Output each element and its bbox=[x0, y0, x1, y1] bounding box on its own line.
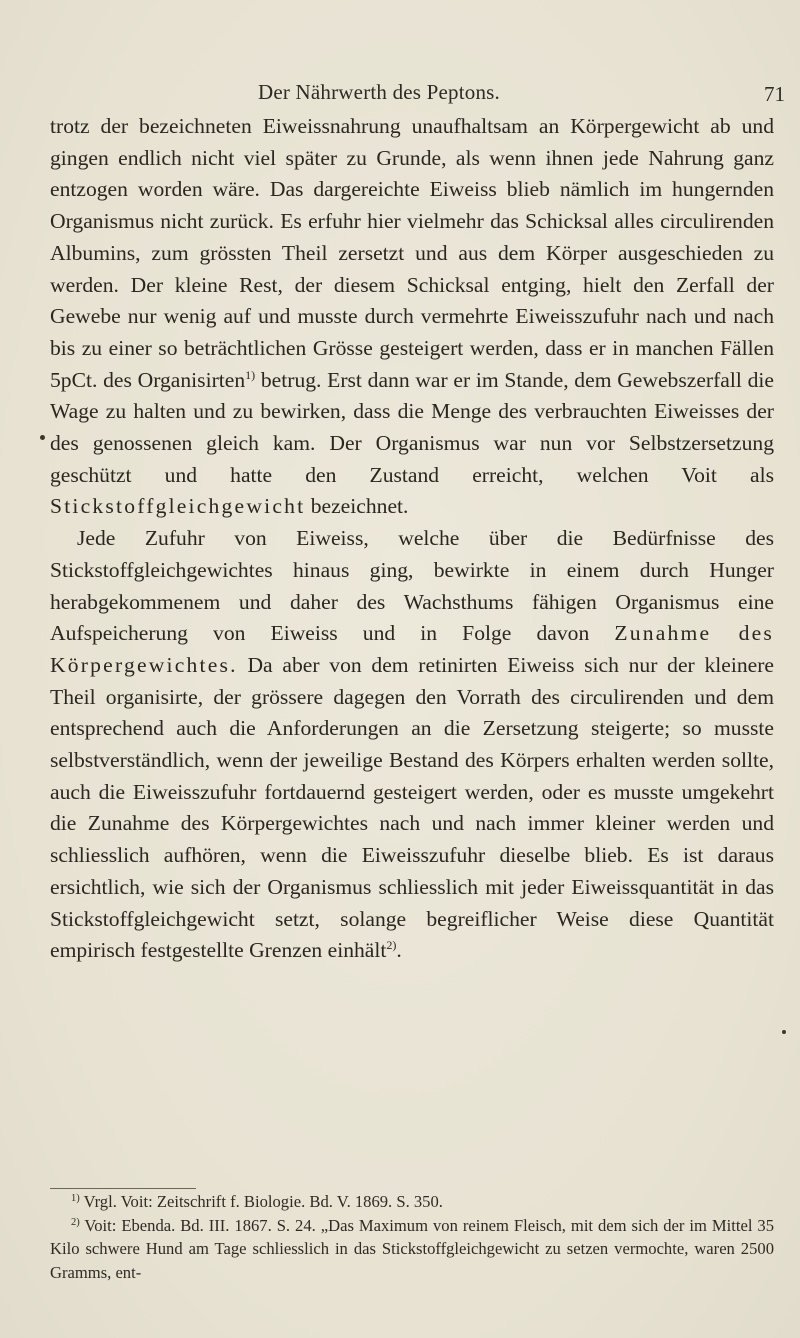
paragraph-2-text-a: Jede Zufuhr von Eiweiss, welche über die Bedürfnisse des Stickstoffgleichgewichtes hinaus ging, bewirkte in einem durch Hunger herabgekommenem und daher des Wachsthums fähigen Organismus eine Aufspeicherung von Eiweiss und in Folge davon bbox=[50, 526, 774, 646]
footnote-1-text: Vrgl. Voit: Zeitschrift f. Biologie. Bd. V. 1869. S. 350. bbox=[79, 1192, 443, 1211]
paragraph-2 bbox=[50, 523, 774, 967]
paragraph-1-text-a: trotz der bezeichneten Eiweissnahrung unaufhaltsam an Körpergewicht ab und gingen endlich nicht viel später zu Grunde, als wenn ihnen jede Nahrung ganz entzogen worden wäre. Das dargereichte Eiweiss blieb nämlich im hungernden Organismus nicht zurück. Es erfuhr hier vielmehr das Schicksal alles circulirenden Albumins, zum grössten Theil zersetzt und aus dem Körper ausgeschieden zu werden. Der kleine Rest, der diesem Schicksal entging, hielt den Zerfall der Gewebe nur wenig auf und musste durch vermehrte Eiweisszufuhr nach und nach bis zu einer so beträchtlichen Grösse gesteigert werden, dass er in manchen Fällen 5pCt. des Organisirten bbox=[50, 114, 774, 392]
footnote-divider bbox=[50, 1188, 196, 1189]
emphasized-term-zunahme: Zunahme des Körpergewichtes. bbox=[50, 621, 774, 677]
paragraph-2-text-b: Da aber von dem retinirten Eiweiss sich nur der kleinere Theil organisirte, der grössere dagegen den Vorrath des circulirenden und dem entsprechend auch die Anforderungen an die Zersetzung steigerte; so musste selbstverständlich, wenn der jeweilige Bestand des Körpers erhalten werden sollte, auch die Eiweisszufuhr fortdauernd gesteigert werden, oder es musste umgekehrt die Zunahme des Körpergewichtes nach und nach immer kleiner werden und schliesslich aufhören, wenn die Eiweisszufuhr dieselbe blieb. Es ist daraus ersichtlich, wie sich der Organismus schliesslich mit jeder Eiweissquantität in das Stickstoffgleichgewicht setzt, solange begreiflicher Weise diese Quantität empirisch festgestellte Grenzen einhält bbox=[50, 652, 774, 963]
paragraph-1 bbox=[50, 111, 774, 523]
footnote-2-mark: 2) bbox=[71, 1216, 80, 1228]
running-title: Der Nährwerth des Peptons. bbox=[258, 80, 500, 104]
main-text bbox=[50, 111, 774, 967]
page-number: 71 bbox=[764, 82, 785, 106]
paragraph-2-text-c: . bbox=[396, 938, 402, 963]
footnote-2 bbox=[50, 1214, 774, 1285]
footnote-2-text: Voit: Ebenda. Bd. III. 1867. S. 24. „Das Maximum von reinem Fleisch, mit dem sich der im Mittel 35 Kilo schwere Hund am Tage schliesslich in das Stickstoffgleichgewicht zu setzen vermochte, waren 2500 Gramms, ent- bbox=[50, 1215, 774, 1282]
paragraph-1-text-c: bezeichnet. bbox=[305, 494, 409, 519]
footnote-ref-2: 2) bbox=[386, 938, 397, 953]
footnote-1-mark: 1) bbox=[71, 1193, 80, 1204]
emphasized-term-stickstoffgleichgewicht: Stickstoffgleichgewicht bbox=[50, 494, 306, 519]
footnotes bbox=[50, 1190, 774, 1284]
footnote-ref-1: 1) bbox=[245, 367, 256, 382]
paragraph-1-text-b: betrug. Erst dann war er im Stande, dem Gewebszerfall die Wage zu halten und zu bewirken, dass die Menge des verbrauchten Eiweisses der des genossenen gleich kam. Der Organismus war nun vor Selbstzersetzung geschützt und hatte den Zustand erreicht, welchen Voit als bbox=[50, 367, 774, 487]
ink-speck bbox=[782, 1030, 786, 1034]
ink-speck bbox=[40, 435, 45, 440]
running-header bbox=[0, 80, 800, 108]
footnote-1 bbox=[50, 1190, 774, 1214]
